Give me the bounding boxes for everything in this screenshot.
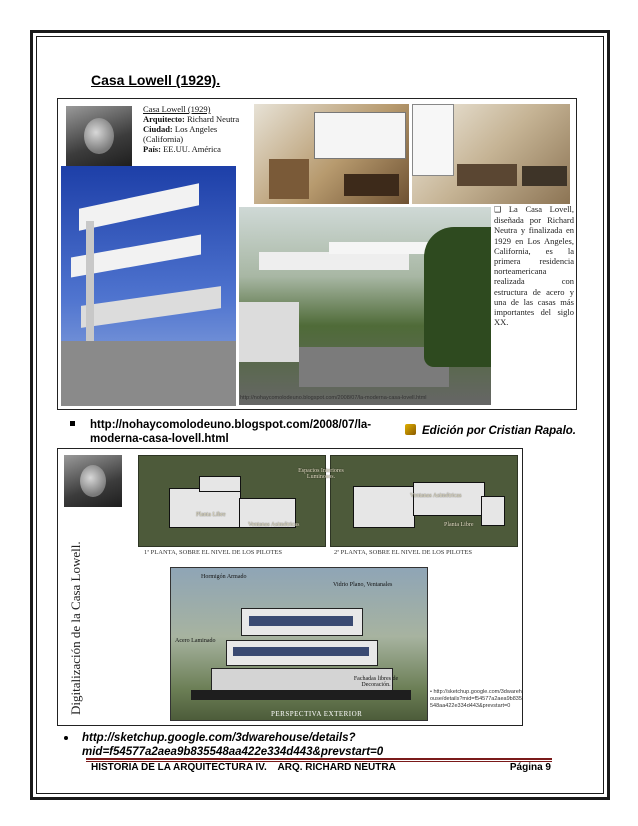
label-acero-laminado: Acero Laminado [175, 638, 216, 644]
edition-credit-text: Edición por Cristian Rapalo. [422, 425, 576, 437]
info-architect: Richard Neutra [187, 114, 240, 124]
exterior-hillside-photo [239, 207, 491, 405]
info-city-label: Ciudad: [143, 124, 173, 134]
source-link-1-text[interactable]: http://nohaycomolodeuno.blogspot.com/2008/07/la-moderna-casa-lovell.html [90, 419, 372, 445]
label-fachadas-libres: Fachadas libres de Decoración. [353, 676, 399, 688]
bullet-dot-icon: • [430, 689, 434, 695]
vertical-title: Digitalización de la Casa Lowell. [68, 541, 83, 715]
neutra-portrait-image [66, 106, 132, 166]
info-country-label: País: [143, 144, 161, 154]
sketchup-url-box[interactable] [430, 689, 522, 709]
label-planta-libre: Planta Libre [196, 512, 226, 518]
photo-collage-top [57, 98, 577, 410]
pencil-icon [405, 424, 416, 435]
plan-2-caption: 2ª PLANTA, SOBRE EL NIVEL DE LOS PILOTES [334, 549, 473, 556]
floor-plan-2 [330, 455, 518, 547]
facade-photo [61, 166, 236, 406]
label-vidrio-plano: Vidrio Plano, Ventanales [333, 582, 393, 588]
label-hormigon-armado: Hormigón Armado [201, 574, 247, 580]
label-espacios-interiores: Espacios Interiores Luminosos. [298, 468, 344, 480]
sketchup-url-text[interactable]: http://sketchup.google.com/3dwarehouse/details?mid=f54577a2aea9b835548aa422e334d443&prevstart=0 [430, 689, 522, 709]
info-architect-label: Arquitecto: [143, 114, 185, 124]
exterior-perspective-render [170, 567, 428, 721]
label-planta-libre-2: Planta Libre [444, 522, 474, 528]
info-name: Casa Lowell (1929) [143, 104, 211, 114]
house-info-box [143, 104, 253, 164]
digitalization-collage [57, 448, 523, 726]
edition-credit [405, 424, 576, 437]
info-city: Los Angeles (California) [143, 124, 218, 144]
house-description [494, 204, 574, 327]
round-bullet-icon [64, 736, 68, 740]
photo-caption-url[interactable]: http://nohaycomolodeuno.blogspot.com/2008/07/la-moderna-casa-lovell.html [240, 395, 427, 401]
perspective-title: PERSPECTIVA EXTERIOR [271, 710, 363, 718]
info-country: EE.UU. América [163, 144, 221, 154]
house-description-text: La Casa Lovell, diseñada por Richard Neutra y finalizada en 1929 en Los Angeles, California, es la primera residencia norteamericana realizada con estructura de acero y una de las casas más importantes del siglo XX. [494, 204, 574, 328]
page-title: Casa Lowell (1929). [91, 72, 221, 88]
footer-rule [86, 758, 552, 760]
plan-1-caption: 1ª PLANTA, SOBRE EL NIVEL DE LOS PILOTES [144, 549, 283, 556]
label-ventanas-asimetricas: Ventanas Asimétricas [248, 522, 300, 528]
footer-course: HISTORIA DE LA ARQUITECTURA IV. ARQ. RICHARD NEUTRA [91, 762, 396, 773]
interior-living-photo [412, 104, 570, 204]
neutra-portrait-image-2 [64, 455, 122, 507]
interior-stair-photo [254, 104, 409, 204]
source-link-2-text[interactable]: http://sketchup.google.com/3dwarehouse/details?mid=f54577a2aea9b835548aa422e334d443&prevstart=0 [82, 732, 384, 758]
checkbox-bullet-icon: ❑ [494, 205, 502, 214]
label-ventanas-asimetricas-2: Ventanas Asimétricas [410, 493, 462, 499]
page-number: Página 9 [509, 762, 551, 773]
square-bullet-icon [70, 421, 75, 426]
